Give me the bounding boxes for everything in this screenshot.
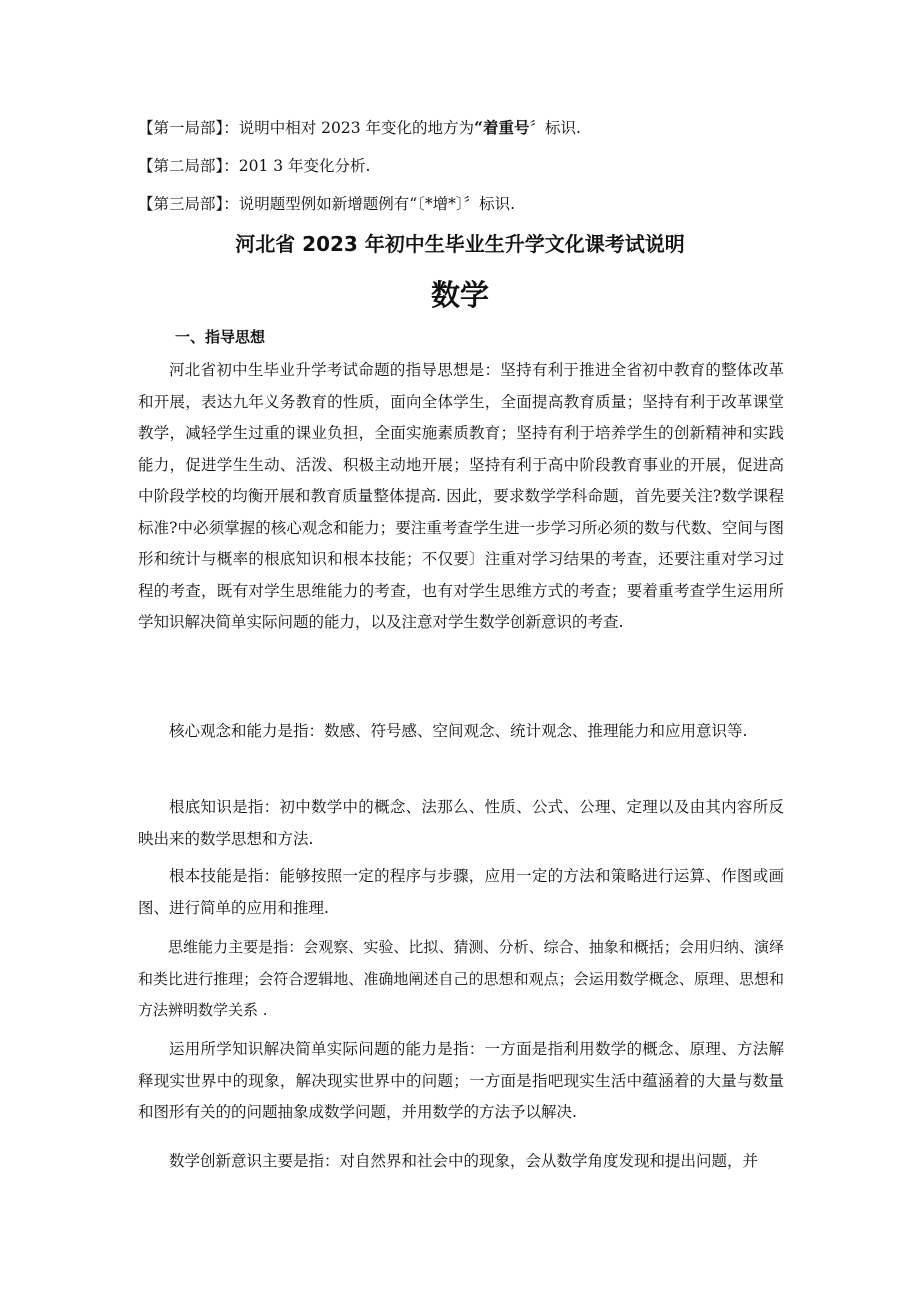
note-part-1-emphasis: “着重号	[474, 118, 530, 137]
paragraph-guiding-thought: 河北省初中生毕业升学考试命题的指导思想是：坚持有利于推进全省初中教育的整体改革和开展，表达九年义务教育的性质，面向全体学生，全面提高教育质量；坚持有利于改革课堂教学，减轻学生过重的课业负担，全面实施素质教育；坚持有利于培养学生的创新精神和实践能力，促进学生生动、活泼、积极主动地开展；坚持有利于高中阶段教育事业的开展，促进高中阶段学校的均衡开展和教育质量整体提高. 因此，要求数学学科命题，首先要关注?数学课程标准?中必须掌握的核心观念和能力；要注重考查学生进一步学习所必须的数与代数、空间与图形和统计与概率的根底知识和根本技能；不仅要〕注重对学习结果的考查，还要注重对学习过程的考查，既有对学生思维能力的考查，也有对学生思维方式的考查；要着重考查学生运用所学知识解决简单实际问题的能力，以及注意对学生数学创新意识的考查.	[138, 361, 784, 631]
note-part-1-tail: 〞标识.	[529, 119, 581, 137]
note-part-3-text: 【第三局部】：说明题型例如新增题例有“〔*增*〕〞标识.	[138, 195, 516, 213]
document-title: 河北省 2023 年初中生毕业生升学文化课考试说明	[235, 232, 685, 256]
paragraph-applied-ability: 运用所学知识解决简单实际问题的能力是指：一方面是指利用数学的概念、原理、方法解释现实世界中的现象，解决现实世界中的问题；一方面是指吧现实生活中蕴涵着的大量与数量和图形有关的的问题抽象成数学问题，并用数学的方法予以解决.	[138, 1040, 784, 1121]
note-part-3	[138, 194, 515, 214]
note-part-2-text: 【第二局部】：201 3 年变化分析.	[138, 157, 371, 175]
paragraph-basic-skills: 根本技能是指：能够按照一定的程序与步骤，应用一定的方法和策略进行运算、作图或画图、进行简单的应用和推理.	[138, 867, 784, 917]
paragraph-basic-knowledge: 根底知识是指：初中数学中的概念、法那么、性质、公式、公理、定理以及由其内容所反映出来的数学思想和方法.	[138, 798, 784, 848]
paragraph-core-concepts: 核心观念和能力是指：数感、符号感、空间观念、统计观念、推理能力和应用意识等.	[169, 722, 748, 740]
section-heading: 一、指导思想	[175, 328, 266, 346]
note-part-1	[138, 118, 581, 138]
paragraph-thinking-ability: 思维能力主要是指：会观察、实验、比拟、猜测、分析、综合、抽象和概括；会用归纳、演绎和类比进行推理；会符合逻辑地、准确地阐述自己的思想和观点；会运用数学概念、原理、思想和方法辨明数学关系 .	[138, 938, 784, 1019]
paragraph-innovation: 数学创新意识主要是指：对自然界和社会中的现象，会从数学角度发现和提出问题，并	[169, 1152, 759, 1170]
note-part-2	[138, 156, 370, 176]
note-part-1-text: 【第一局部】：说明中相对 2023 年变化的地方为	[138, 119, 475, 137]
subject-title: 数学	[430, 278, 489, 312]
